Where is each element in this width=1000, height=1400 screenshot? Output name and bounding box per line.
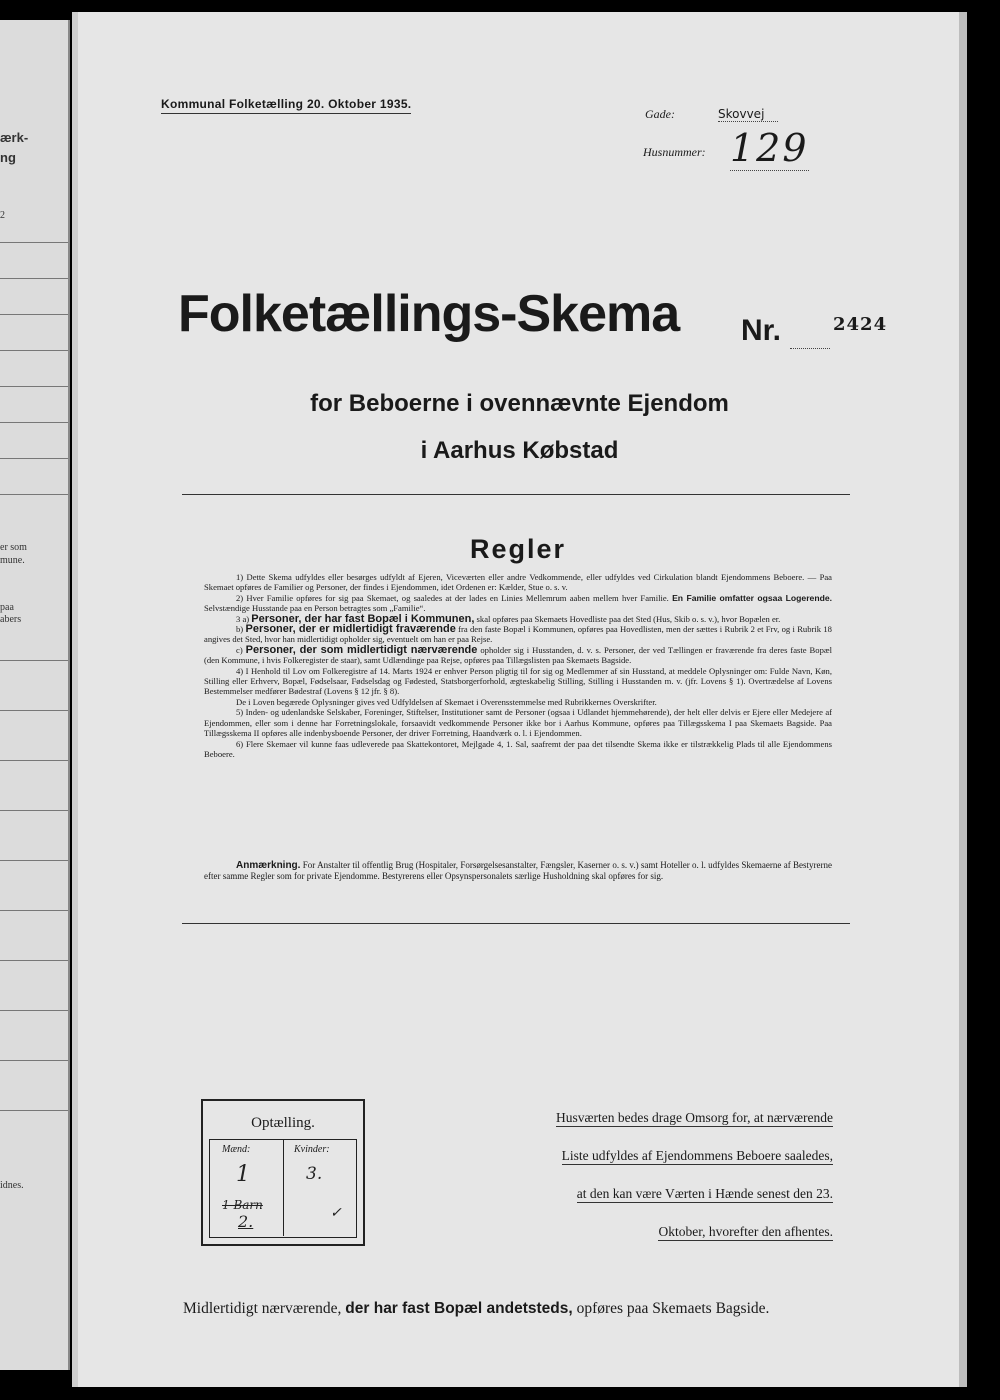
rules-text xyxy=(204,572,832,759)
left-fragment: paa xyxy=(0,602,14,613)
count-table xyxy=(209,1139,357,1238)
form-number-line xyxy=(790,348,830,349)
rules-heading: Regler xyxy=(469,534,567,564)
check-icon: ✓ xyxy=(330,1205,342,1221)
form-subtitle-location: i Aarhus Købstad xyxy=(420,437,619,464)
rule-3a: 3 a) Personer, der har fast Bopæl i Kommunen, skal opføres paa Skemaets Hovedliste paa det Sted (Hus, Skib o. s. v.), hvor Bopælen er. xyxy=(236,612,781,625)
remark-label: Anmærkning. xyxy=(236,860,301,871)
remark-text: For Anstalter til offentlig Brug (Hospitaler, Forsørgelsesanstalter, Fængsler, Kaserner o. s. v.) samt Hoteller o. l. udfyldes Skemaerne af Bestyrerne efter samme Regler som for private Ejendomme. Bestyrerens eller Opsynspersonalets særlige Husholdning skal opføres for sig. xyxy=(204,860,832,881)
left-fragment: mune. xyxy=(0,555,25,566)
rule-3c: c) Personer, der som midlertidigt nærværende opholder sig i Husstanden, d. v. s. Personer, der ved Tællingen er fraværende fra deres faste Bopæl (den Kommune, i hvis Folkeregister de staar), samt Udlændinge paa Rejse, opføres paa Tillægslisten paa Skemaets Bagside. xyxy=(204,643,832,666)
street-label: Gade: xyxy=(645,107,675,121)
rule-4: 4) I Henhold til Lov om Folkeregistre af 14. Marts 1924 er enhver Person pligtig til for sig og Medlemmer af sin Husstand, at meddele Oplysninger om: Fulde Navn, Køn, Stilling eller Erhverv, Bopæl, Fødselsaar, Fødselsdag og Fødested, Statsborgerforhold, ægteskabelig Stilling, Stilling i Husstanden m. v. (jfr. Lovens § 1). Overtrædelse af Lovens Bestemmelser medfører Bødestraf (Lovens § 12 jfr. § 8). xyxy=(204,665,832,697)
rule-4-note: De i Loven begærede Oplysninger gives ved Udfyldelsen af Skemaet i Overensstemmelse med Rubrikkernes Overskrifter. xyxy=(236,696,657,707)
landlord-note-line: at den kan være Værten i Hænde senest den 23. xyxy=(576,1186,833,1201)
street-value: Skovvej xyxy=(718,107,778,122)
rule-2: 2) Hver Familie opføres for sig paa Skemaet, og saaledes at der lades en Linies Mellemrum aaben mellem hver Familie. En Familie omfatter ogsaa Logerende. Selvstændige Husstande paa en Person betragtes som „Familie“. xyxy=(204,592,832,614)
left-page-edge xyxy=(0,20,70,1370)
left-fragment: 2 xyxy=(0,210,5,221)
house-number-value: 129 xyxy=(730,126,809,170)
rule-3b: b) Personer, der er midlertidigt fraværende fra den faste Bopæl i Kommunen, opføres paa Hovedlisten, men der sættes i Rubrik 2 et Frv, og i Rubrik 18 angives det Sted, hvor han midlertidigt opholder sig, eventuelt om han er paa Rejse. xyxy=(204,623,832,645)
left-fragment: ærk- xyxy=(0,130,29,145)
women-count: 3. xyxy=(306,1164,323,1184)
form-number-value: 2424 xyxy=(833,314,888,335)
form-number-label: Nr. xyxy=(741,314,782,347)
remark xyxy=(204,860,832,882)
men-label: Mænd: xyxy=(222,1144,251,1155)
rule-1: 1) Dette Skema udfyldes eller besørges udfyldt af Ejeren, Viceværten eller andre Vedkommende, eller udfyldes ved Cirkulation blandt Ejendommens Beboere. — Paa Skemaet opføres de Familier og Personer, der findes i Ejendommen, idet Ordenen er: Kælder, Stue o. s. v. xyxy=(204,572,832,593)
left-fragment: idnes. xyxy=(0,1180,24,1191)
divider xyxy=(182,923,850,924)
men-count: 1 xyxy=(236,1162,250,1187)
scan-border xyxy=(967,0,1000,1400)
footer-note: Midlertidigt nærværende, der har fast Bopæl andetsteds, opføres paa Skemaets Bagside. xyxy=(183,1300,770,1317)
divider xyxy=(182,494,850,495)
left-fragment: er som xyxy=(0,542,27,553)
census-header: Kommunal Folketælling 20. Oktober 1935. xyxy=(161,97,411,114)
landlord-note xyxy=(503,1099,833,1251)
form-title: Folketællings-Skema xyxy=(178,285,680,343)
landlord-note-line: Husværten bedes drage Omsorg for, at nærværende xyxy=(555,1110,833,1125)
women-label: Kvinder: xyxy=(294,1144,330,1155)
left-fragment: abers xyxy=(0,614,22,625)
left-fragment: ng xyxy=(0,150,16,165)
form-subtitle: for Beboerne i ovennævnte Ejendom xyxy=(310,390,729,417)
count-box xyxy=(201,1099,365,1246)
rule-5: 5) Inden- og udenlandske Selskaber, Foreninger, Stiftelser, Institutioner samt de Personer (ogsaa i Udlandet hjemmehørende), der helt eller delvis er Ejere eller Medejere af Ejendommen, eller som i denne har Forretningslokale, forsaavidt vedkommende Personer ikke bor i Aarhus Kommune, opføres paa Tillægsskema I paa Skemaets Bagside. Paa Tillægsskema II opføres alle indenbysboende Personer, der driver Forretning, Haandværk o. l. i Ejendommen. xyxy=(204,707,832,739)
children-note: 1 Barn xyxy=(222,1198,263,1212)
landlord-note-line: Oktober, hvorefter den afhentes. xyxy=(658,1224,833,1239)
house-number-label: Husnummer: xyxy=(643,145,706,159)
count-title: Optælling. xyxy=(251,1115,315,1131)
rule-6: 6) Flere Skemaer vil kunne faas udleverede paa Skattekontoret, Mejlgade 4, 1. Sal, saafremt der paa det tilsendte Skema ikke er tilstrækkelig Plads til alle Ejendommens Beboere. xyxy=(204,738,832,759)
census-form-page xyxy=(72,12,967,1387)
landlord-note-line: Liste udfyldes af Ejendommens Beboere saaledes, xyxy=(561,1148,833,1163)
children-count: 2. xyxy=(238,1212,254,1231)
